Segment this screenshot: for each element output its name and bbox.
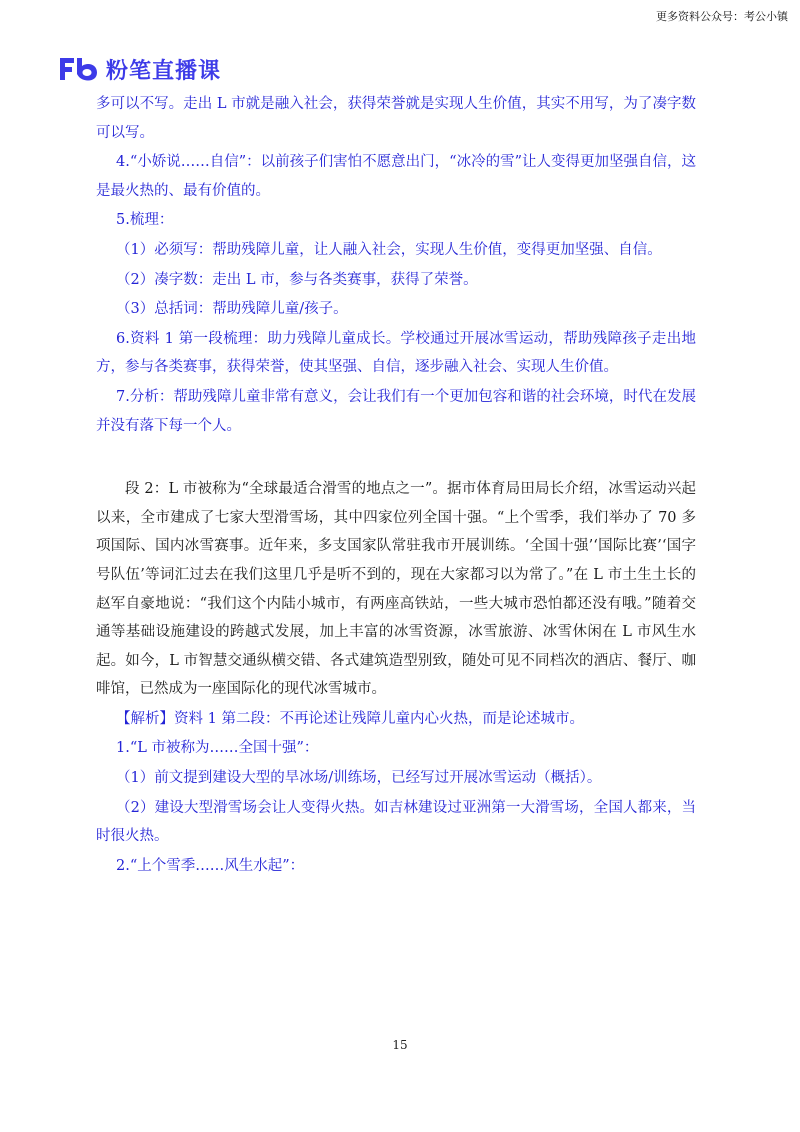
paragraph: 多可以不写。走出 L 市就是融入社会，获得荣誉就是实现人生价值，其实不用写，为了凑字数可以写。 [96, 96, 696, 141]
paragraph: （1）必须写：帮助残障儿童，让人融入社会，实现人生价值，变得更加坚强、自信。 [116, 241, 662, 258]
page-number: 15 [392, 1038, 408, 1052]
analysis-text: 资料 1 第二段：不再论述让残障儿童内心火热，而是论述城市。 [174, 710, 584, 727]
top-note: 更多资料公众号：考公小镇 [656, 10, 788, 23]
paragraph: 4.“小娇说……自信”：以前孩子们害怕不愿意出门，“冰冷的雪”让人变得更加坚强自信，这是最火热的、最有价值的。 [96, 154, 696, 199]
paragraph: 6.资料 1 第一段梳理：助力残障儿童成长。学校通过开展冰雪运动，帮助残障孩子走出地方，参与各类赛事，获得荣誉，使其坚强、自信，逐步融入社会、实现人生价值。 [96, 330, 696, 376]
page-content [96, 90, 696, 881]
paragraph: （1）前文提到建设大型的旱冰场/训练场，已经写过开展冰雪运动（概括）。 [116, 770, 602, 787]
brand-name: 粉笔直播课 [106, 58, 222, 84]
paragraph: （2）凑字数：走出 L 市，参与各类赛事，获得了荣誉。 [116, 271, 478, 288]
source-paragraph: 段 2：L 市被称为“全球最适合滑雪的地点之一”。据市体育局田局长介绍，冰雪运动兴起以来，全市建成了七家大型滑雪场，其中四家位列全国十强。“上个雪季，我们举办了 70 多项国际、国内冰雪赛事。近年来，多支国家队常驻我市开展训练。‘全国十强’‘国际比赛’‘国字号队伍’等词汇过去在我们这里几乎是听不到的，现在大家都习以为常了。”在 L 市土生土长的赵军自豪地说：“我们这个内陆小城市，有两座高铁站，一些大城市恐怕都还没有哦。”随着交通等基础设施建设的跨越式发展，加上丰富的冰雪资源，冰雪旅游、冰雪休闲在 L 市风生水起。如今，L 市智慧交通纵横交错、各式建筑造型别致，随处可见不同档次的酒店、餐厅、咖啡馆，已然成为一座国际化的现代冰雪城市。 [96, 481, 696, 698]
analysis-paragraph [96, 705, 696, 734]
paragraph: 5.梳理： [116, 212, 174, 229]
paragraph: 1.“L 市被称为……全国十强”： [116, 740, 319, 757]
analysis-tag: 【解析】 [116, 710, 174, 727]
paragraph: 7.分析：帮助残障儿童非常有意义，会让我们有一个更加包容和谐的社会环境，时代在发展并没有落下每一个人。 [96, 388, 696, 434]
fb-logo-icon [58, 56, 100, 82]
paragraph: 2.“上个雪季……风生水起”： [116, 857, 305, 874]
paragraph: （3）总括词：帮助残障儿童/孩子。 [116, 301, 348, 318]
brand-logo [58, 54, 221, 84]
paragraph: （2）建设大型滑雪场会让人变得火热。如吉林建设过亚洲第一大滑雪场，全国人都来，当时很火热。 [96, 799, 696, 845]
